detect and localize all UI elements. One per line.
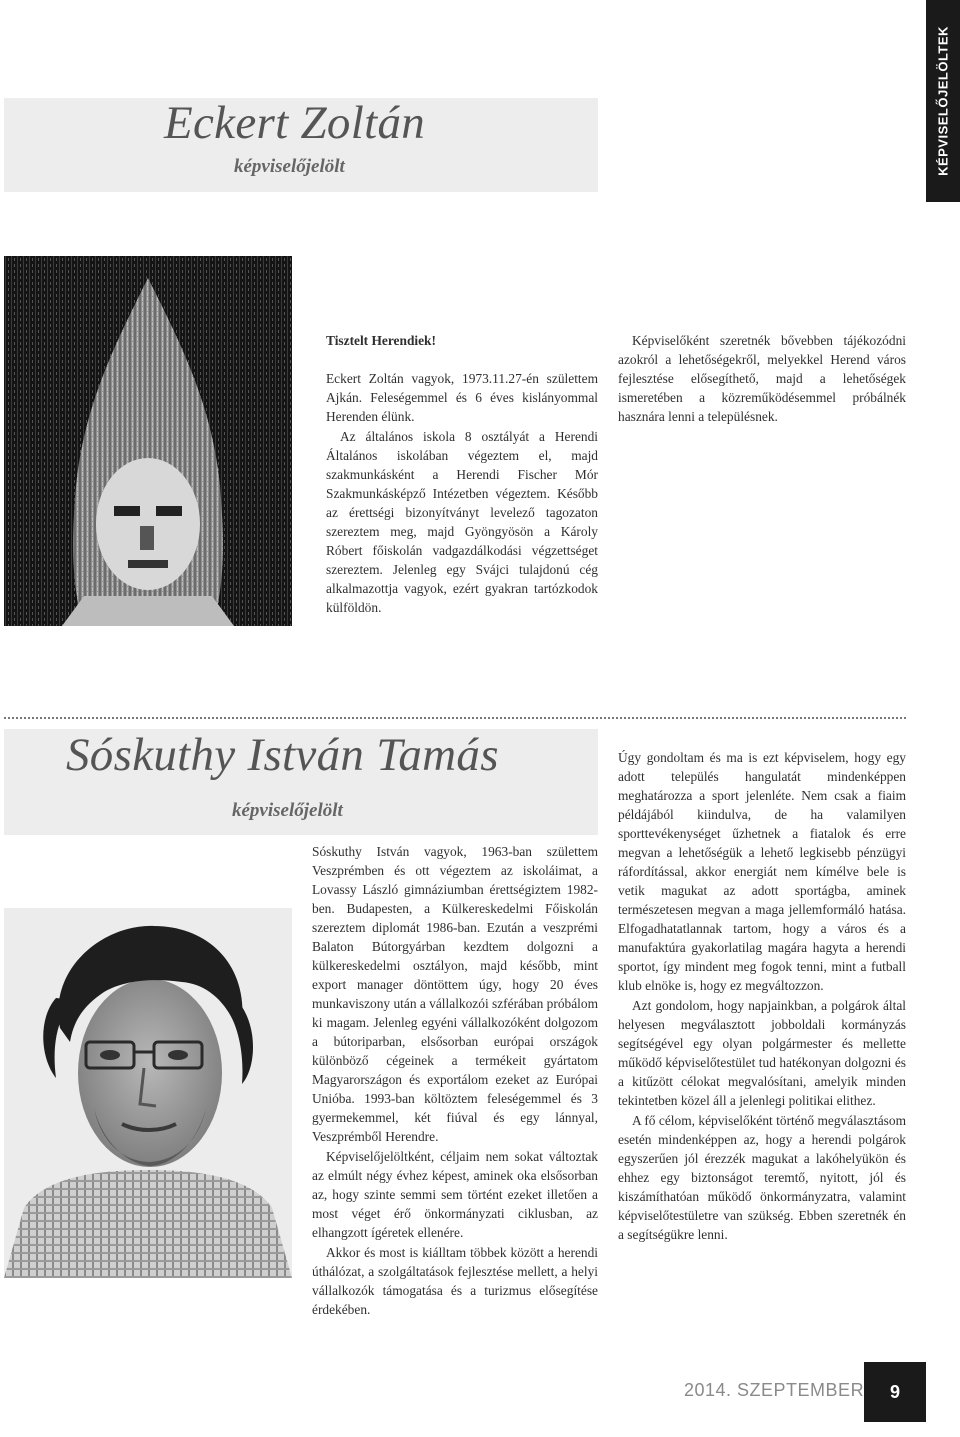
page-number: 9: [890, 1382, 901, 1402]
candidate1-paragraph: Eckert Zoltán vagyok, 1973.11.27-én születtem Ajkán. Feleségemmel és 6 éves kislányommal Herenden élünk.: [326, 371, 598, 424]
candidate1-paragraph: Az általános iskola 8 osztályát a Herendi Általános iskolában végeztem el, majd szakmunkásként a Herendi Fischer Mór Szakmunkásképző Intézetben végeztem. Később az érettségi bizonyítványt levelező tagozaton szereztem meg, majd Gyöngyösön a Károly Róbert főiskolán vadgazdálkodási végzettséget szereztem. Jelenleg egy Svájci tulajdonú cég alkalmazottja vagyok, ezért gyakran tartózkodok külföldön.: [326, 429, 598, 615]
candidate1-column-2: [618, 331, 906, 427]
candidate2-name: Sóskuthy István Tamás: [66, 729, 499, 781]
section-tab: [926, 0, 960, 202]
candidate2-paragraph: Képviselőjelöltként, céljaim nem sokat változtak az elmúlt négy évhez képest, aminek oka elsősorban az, hogy szinte semmi sem történt ezeket illetően a most véget érő önkormányzati ciklusban, az elhangzott ígéretek ellenére.: [312, 1149, 598, 1240]
candidate2-paragraph: A fő célom, képviselőként történő megválasztásom esetén mindenképpen az, hogy a herendi polgárok egyszerűen jól érezzék magukat a lakóhelyükön és ehhez egy biztonságot teremtő, nyitott, jól és kiszámíthatóan működő önkormányzatra, valamint képviselőtestületre van szükség. Ebben szeretnék én a segítségükre lenni.: [618, 1113, 906, 1242]
candidate2-paragraph: Akkor és most is kiálltam többek között a herendi úthálózat, a szolgáltatások fejlesztése mellett, a helyi vállalkozók támogatása és a turizmus elősegítése érdekében.: [312, 1245, 598, 1317]
section-tab-label: KÉPVISELŐJELÖLTEK: [935, 26, 951, 176]
candidate2-column-1: [312, 842, 598, 1320]
page-number-box: [864, 1362, 926, 1422]
section-divider: [4, 717, 906, 719]
candidate2-paragraph: Azt gondolom, hogy napjainkban, a polgárok által helyesen megválasztott jobboldali kormányzás segítségével egy olyan polgármester és mellette működő képviselőtestület tud hatékonyan dolgozni és a kitűzött célokat megvalósítani, amelyik minden tekintetben közel áll a jelenlegi politikai elithez.: [618, 998, 906, 1108]
candidate2-photo: [4, 908, 292, 1278]
candidate2-column-2: [618, 748, 906, 1245]
candidate2-paragraph: Sóskuthy István vagyok, 1963-ban születtem Veszprémben és ott végeztem az iskoláimat, a Lovassy László gimnáziumban érettségiztem 1982-ben. Budapesten, a Külkereskedelmi Főiskolán szereztem diplomát 1986-ban. Ezután a veszprémi Balaton Bútorgyárban kezdtem dolgozni a külkereskedelmi osztályon, majd később, mint export manager döntöttem úgy, hogy 20 éves munkaviszony után a vállalkozói szférában próbálom ki magam. Jelenleg egyéni vállalkozóként dolgozom a bútoriparban, elsősorban európai országok különböző cégeinek a termékeit gyártatom Magyarországon és exportálom ezeket az Európai Unióba. 1993-ban költöztem feleségemmel és 3 gyermekemmel, két fiúval és egy lánnyal, Veszprémből Herendre.: [312, 844, 598, 1144]
candidate1-name: Eckert Zoltán: [164, 97, 426, 149]
candidate1-greeting: Tisztelt Herendiek!: [326, 333, 436, 348]
candidate1-photo: [4, 256, 292, 626]
candidate1-role: képviselőjelölt: [234, 156, 345, 177]
candidate1-paragraph: Képviselőként szeretnék bővebben tájékozódni azokról a lehetőségekről, melyekkel Herend város fejlesztése elősegíthető, majd a lehetőségek ismeretében a közreműködésemmel próbálnék hasznára lenni a településnek.: [618, 333, 906, 424]
candidate2-paragraph: Úgy gondoltam és ma is ezt képviselem, hogy egy adott település hangulatát mindenképpen meghatározza a sport jelenléte. Nem csak a fiaim példájából kiindulva, de ha valamilyen sporttevékenységet űzhetnek a fiatalok és erre megvan a lehetőségük a lehető legkisebb pénzügyi ráfordítással, akkor energiát nem kímélve bele is vetik magukat az adott sportágba, aminek természetesen megvan a maga jellemformáló hatása. Elfogadhatatlannak tartom, hogy a város és a manufaktúra gyakorlatilag magára hagyta a herendi sportot, így mindent meg fogok tenni, mint a futball klub elnöke is, hogy ez megváltozzon.: [618, 750, 906, 993]
candidate2-role: képviselőjelölt: [232, 800, 343, 821]
issue-date: 2014. SZEPTEMBER: [684, 1380, 865, 1400]
candidate1-column-1: [326, 331, 598, 618]
